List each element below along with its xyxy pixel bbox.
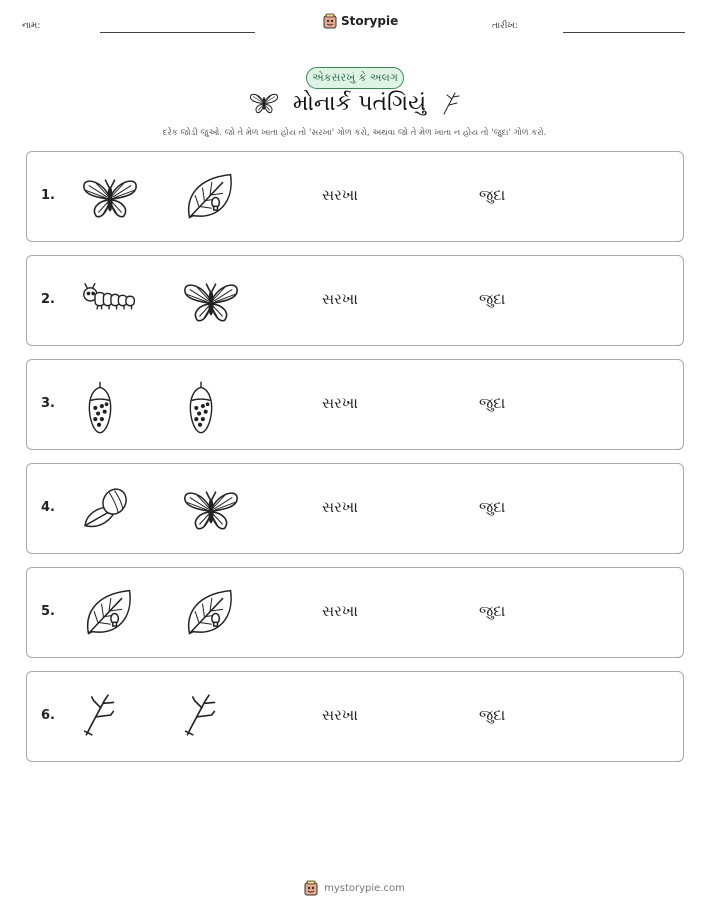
different-option[interactable]: જુદા <box>479 290 506 308</box>
title-row <box>0 90 709 116</box>
exercise-row <box>26 463 684 554</box>
date-line[interactable] <box>563 32 685 33</box>
butterfly-icon <box>81 170 139 226</box>
activity-badge: એકસરખું કે અલગ <box>306 67 404 89</box>
page-title: મોનાર્ક પતંગિયું <box>292 90 427 116</box>
exercise-row <box>26 255 684 346</box>
twig-icon <box>182 690 240 746</box>
exercise-row <box>26 671 684 762</box>
row-number: 1. <box>41 188 55 203</box>
instructions: દરેક જોડી જુઓ. જો તે મેળ ખાતા હોય તો 'સરખા' ગોળ કરો, અથવા જો તે મેળ ખાતા ન હોય તો 'જુદા' ગોળ કરો. <box>162 128 547 138</box>
same-option[interactable]: સરખા <box>322 186 358 204</box>
brand-logo <box>323 13 398 29</box>
date-label: તારીખ: <box>492 21 518 31</box>
caterpillar-icon <box>81 274 139 330</box>
exercise-row <box>26 151 684 242</box>
chrysalis-icon <box>81 378 139 434</box>
different-option[interactable]: જુદા <box>479 498 506 516</box>
different-option[interactable]: જુદા <box>479 186 506 204</box>
footer <box>0 880 709 896</box>
row-number: 2. <box>41 292 55 307</box>
twig-icon <box>81 690 139 746</box>
butterfly-icon <box>249 91 279 115</box>
same-option[interactable]: સરખા <box>322 706 358 724</box>
name-line[interactable] <box>100 32 255 33</box>
butterfly-icon <box>182 274 240 330</box>
exercise-row <box>26 359 684 450</box>
same-option[interactable]: સરખા <box>322 602 358 620</box>
egg-on-leaf-icon <box>81 482 139 538</box>
chrysalis-icon <box>182 378 240 434</box>
same-option[interactable]: સરખા <box>322 290 358 308</box>
different-option[interactable]: જુદા <box>479 394 506 412</box>
row-number: 6. <box>41 708 55 723</box>
row-number: 3. <box>41 396 55 411</box>
butterfly-icon <box>182 482 240 538</box>
row-number: 4. <box>41 500 55 515</box>
leaf-with-egg-icon <box>182 170 240 226</box>
leaf-with-egg-icon <box>182 586 240 642</box>
leaf-with-egg-icon <box>81 586 139 642</box>
footer-site: mystorypie.com <box>324 882 405 894</box>
same-option[interactable]: સરખા <box>322 394 358 412</box>
storypie-mascot-icon <box>304 880 318 896</box>
row-number: 5. <box>41 604 55 619</box>
name-label: નામ: <box>22 21 41 31</box>
storypie-mascot-icon <box>323 13 337 29</box>
same-option[interactable]: સરખા <box>322 498 358 516</box>
exercise-row <box>26 567 684 658</box>
different-option[interactable]: જુદા <box>479 706 506 724</box>
different-option[interactable]: જુદા <box>479 602 506 620</box>
twig-icon <box>440 90 460 116</box>
brand-name: Storypie <box>341 14 399 28</box>
